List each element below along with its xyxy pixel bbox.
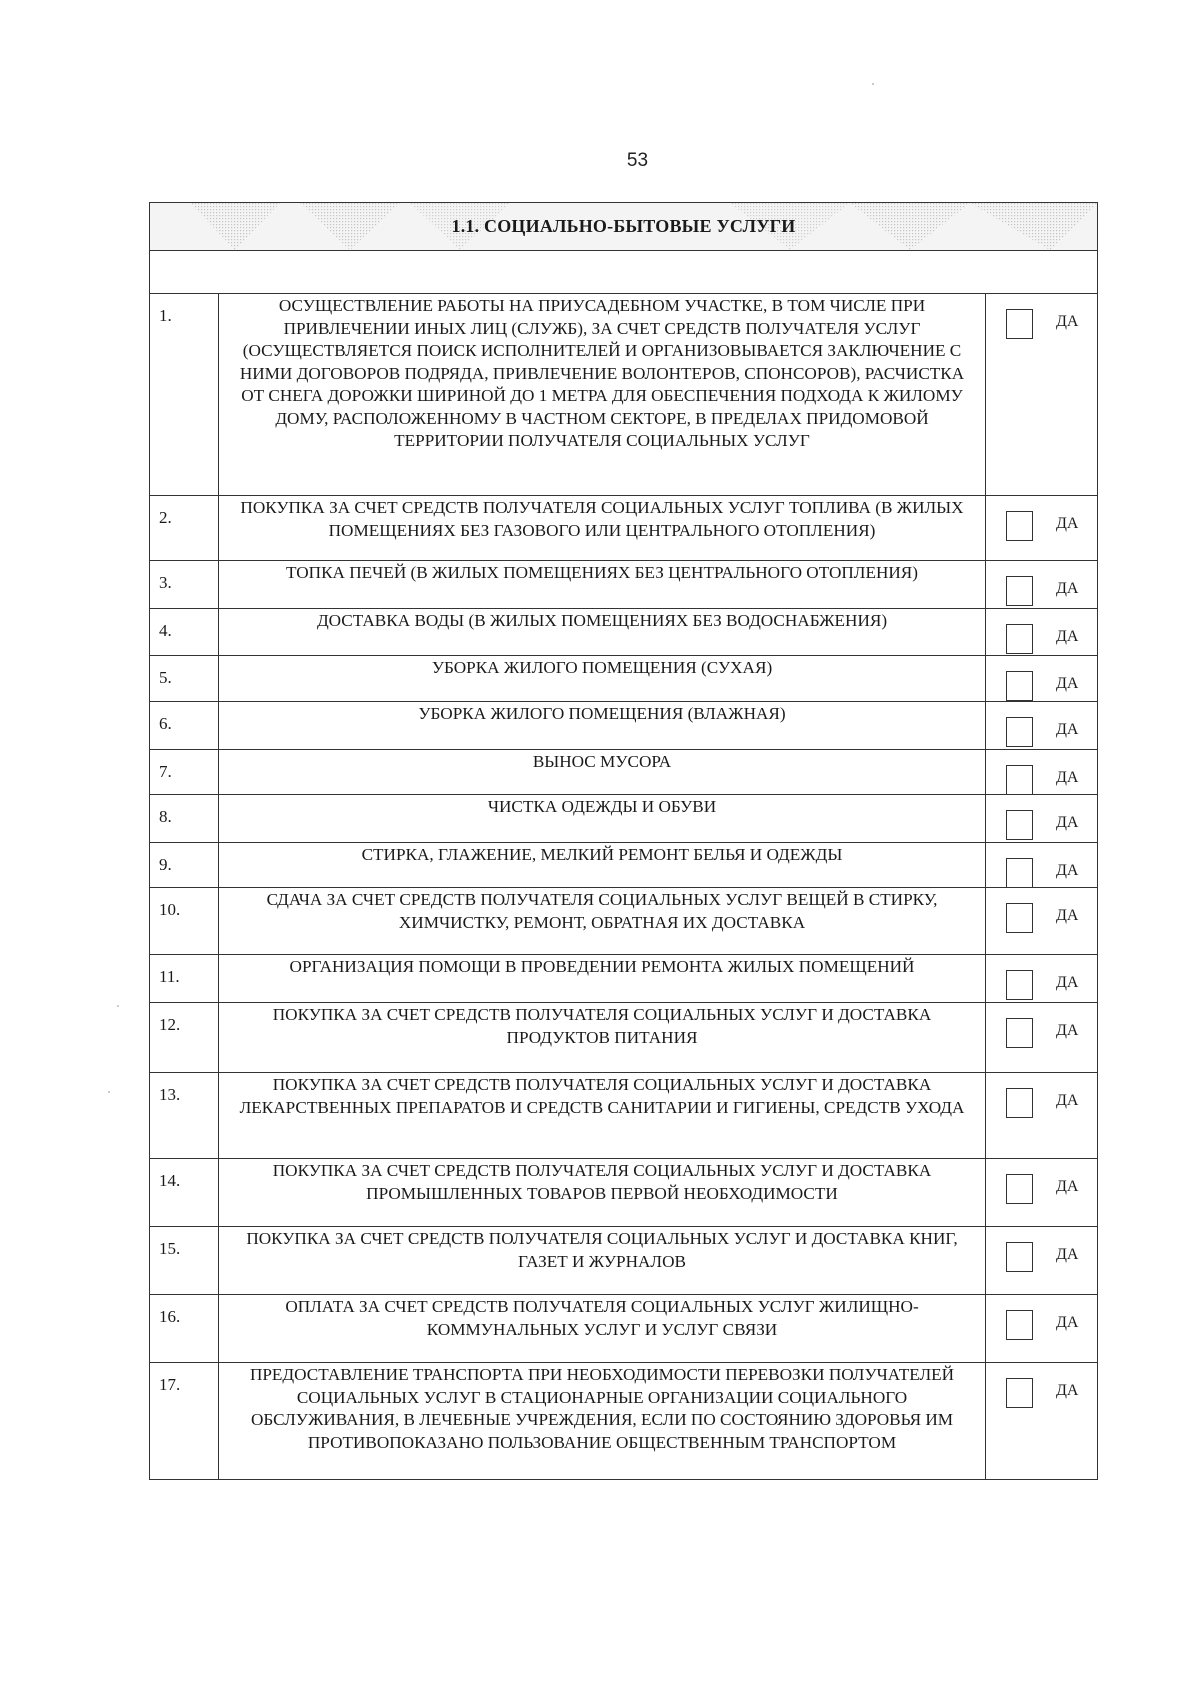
- service-description: ПОКУПКА ЗА СЧЕТ СРЕДСТВ ПОЛУЧАТЕЛЯ СОЦИАЛЬНЫХ УСЛУГ И ДОСТАВКА ПРОДУКТОВ ПИТАНИЯ: [219, 1003, 986, 1073]
- yes-label: ДА: [1056, 628, 1079, 645]
- service-number: 15.: [150, 1227, 219, 1295]
- blank-row: [150, 251, 1098, 294]
- page-number: 53: [626, 150, 649, 171]
- service-number: 16.: [150, 1295, 219, 1363]
- service-row: [150, 656, 1098, 702]
- service-row: [150, 1073, 1098, 1159]
- yes-label: ДА: [1056, 515, 1079, 532]
- yes-checkbox[interactable]: [1006, 1018, 1033, 1048]
- service-number: 12.: [150, 1003, 219, 1073]
- answer-cell: [986, 1227, 1098, 1295]
- section-title: 1.1. СОЦИАЛЬНО-БЫТОВЫЕ УСЛУГИ: [451, 216, 796, 236]
- answer-cell: [986, 656, 1098, 702]
- yes-label: ДА: [1056, 814, 1079, 831]
- service-number: 3.: [150, 561, 219, 609]
- answer-cell: [986, 795, 1098, 843]
- service-number: 2.: [150, 496, 219, 561]
- service-row: [150, 843, 1098, 888]
- service-number: 11.: [150, 955, 219, 1003]
- service-description: ВЫНОС МУСОРА: [219, 750, 986, 795]
- yes-checkbox[interactable]: [1006, 1174, 1033, 1204]
- service-number: 6.: [150, 702, 219, 750]
- answer-cell: [986, 294, 1098, 496]
- yes-label: ДА: [1056, 580, 1079, 597]
- yes-label: ДА: [1056, 1178, 1079, 1195]
- service-row: [150, 496, 1098, 561]
- yes-checkbox[interactable]: [1006, 576, 1033, 606]
- yes-checkbox[interactable]: [1006, 717, 1033, 747]
- answer-cell: [986, 1073, 1098, 1159]
- service-description: ОСУЩЕСТВЛЕНИЕ РАБОТЫ НА ПРИУСАДЕБНОМ УЧАСТКЕ, В ТОМ ЧИСЛЕ ПРИ ПРИВЛЕЧЕНИИ ИНЫХ ЛИЦ (СЛУЖБ), ЗА СЧЕТ СРЕДСТВ ПОЛУЧАТЕЛЯ УСЛУГ (ОСУЩЕСТВЛЯЕТСЯ ПОИСК ИСПОЛНИТЕЛЕЙ И ОРГАНИЗОВЫВАЕТСЯ ЗАКЛЮЧЕНИЕ С НИМИ ДОГОВОРОВ ПОДРЯДА, ПРИВЛЕЧЕНИЕ ВОЛОНТЕРОВ, СПОНСОРОВ), РАСЧИСТКА ОТ СНЕГА ДОРОЖКИ ШИРИНОЙ ДО 1 МЕТРА ДЛЯ ОБЕСПЕЧЕНИЯ ПОДХОДА К ЖИЛОМУ ДОМУ, РАСПОЛОЖЕННОМУ В ЧАСТНОМ СЕКТОРЕ, В ПРЕДЕЛАХ ПРИДОМОВОЙ ТЕРРИТОРИИ ПОЛУЧАТЕЛЯ СОЦИАЛЬНЫХ УСЛУГ: [219, 294, 986, 496]
- service-number: 13.: [150, 1073, 219, 1159]
- service-number: 9.: [150, 843, 219, 888]
- scan-speck: [872, 83, 874, 85]
- yes-checkbox[interactable]: [1006, 858, 1033, 888]
- service-number: 1.: [150, 294, 219, 496]
- service-number: 8.: [150, 795, 219, 843]
- service-description: СТИРКА, ГЛАЖЕНИЕ, МЕЛКИЙ РЕМОНТ БЕЛЬЯ И ОДЕЖДЫ: [219, 843, 986, 888]
- yes-label: ДА: [1056, 1314, 1079, 1331]
- answer-cell: [986, 496, 1098, 561]
- service-number: 10.: [150, 888, 219, 955]
- service-row: [150, 795, 1098, 843]
- answer-cell: [986, 750, 1098, 795]
- yes-checkbox[interactable]: [1006, 511, 1033, 541]
- service-number: 4.: [150, 609, 219, 656]
- service-row: [150, 1159, 1098, 1227]
- yes-checkbox[interactable]: [1006, 903, 1033, 933]
- service-description: ПРЕДОСТАВЛЕНИЕ ТРАНСПОРТА ПРИ НЕОБХОДИМОСТИ ПЕРЕВОЗКИ ПОЛУЧАТЕЛЕЙ СОЦИАЛЬНЫХ УСЛУГ В СТАЦИОНАРНЫЕ ОРГАНИЗАЦИИ СОЦИАЛЬНОГО ОБСЛУЖИВАНИЯ, В ЛЕЧЕБНЫЕ УЧРЕЖДЕНИЯ, ЕСЛИ ПО СОСТОЯНИЮ ЗДОРОВЬЯ ИМ ПРОТИВОПОКАЗАНО ПОЛЬЗОВАНИЕ ОБЩЕСТВЕННЫМ ТРАНСПОРТОМ: [219, 1363, 986, 1480]
- yes-label: ДА: [1056, 721, 1079, 738]
- yes-checkbox[interactable]: [1006, 309, 1033, 339]
- service-row: [150, 702, 1098, 750]
- yes-checkbox[interactable]: [1006, 624, 1033, 654]
- service-description: ПОКУПКА ЗА СЧЕТ СРЕДСТВ ПОЛУЧАТЕЛЯ СОЦИАЛЬНЫХ УСЛУГ ТОПЛИВА (В ЖИЛЫХ ПОМЕЩЕНИЯХ БЕЗ ГАЗОВОГО ИЛИ ЦЕНТРАЛЬНОГО ОТОПЛЕНИЯ): [219, 496, 986, 561]
- yes-label: ДА: [1056, 1022, 1079, 1039]
- answer-cell: [986, 561, 1098, 609]
- answer-cell: [986, 888, 1098, 955]
- service-row: [150, 561, 1098, 609]
- yes-label: ДА: [1056, 1246, 1079, 1263]
- yes-label: ДА: [1056, 1092, 1079, 1109]
- yes-checkbox[interactable]: [1006, 810, 1033, 840]
- service-row: [150, 955, 1098, 1003]
- scan-speck: [108, 1091, 110, 1093]
- yes-checkbox[interactable]: [1006, 671, 1033, 701]
- yes-checkbox[interactable]: [1006, 1242, 1033, 1272]
- yes-label: ДА: [1056, 907, 1079, 924]
- service-description: СДАЧА ЗА СЧЕТ СРЕДСТВ ПОЛУЧАТЕЛЯ СОЦИАЛЬНЫХ УСЛУГ ВЕЩЕЙ В СТИРКУ, ХИМЧИСТКУ, РЕМОНТ, ОБРАТНАЯ ИХ ДОСТАВКА: [219, 888, 986, 955]
- service-description: ТОПКА ПЕЧЕЙ (В ЖИЛЫХ ПОМЕЩЕНИЯХ БЕЗ ЦЕНТРАЛЬНОГО ОТОПЛЕНИЯ): [219, 561, 986, 609]
- service-description: ОРГАНИЗАЦИЯ ПОМОЩИ В ПРОВЕДЕНИИ РЕМОНТА ЖИЛЫХ ПОМЕЩЕНИЙ: [219, 955, 986, 1003]
- service-description: ПОКУПКА ЗА СЧЕТ СРЕДСТВ ПОЛУЧАТЕЛЯ СОЦИАЛЬНЫХ УСЛУГ И ДОСТАВКА ПРОМЫШЛЕННЫХ ТОВАРОВ ПЕРВОЙ НЕОБХОДИМОСТИ: [219, 1159, 986, 1227]
- service-number: 5.: [150, 656, 219, 702]
- yes-checkbox[interactable]: [1006, 1088, 1033, 1118]
- answer-cell: [986, 843, 1098, 888]
- service-description: ДОСТАВКА ВОДЫ (В ЖИЛЫХ ПОМЕЩЕНИЯХ БЕЗ ВОДОСНАБЖЕНИЯ): [219, 609, 986, 656]
- scan-speck: [117, 1005, 119, 1007]
- answer-cell: [986, 1295, 1098, 1363]
- service-row: [150, 888, 1098, 955]
- yes-label: ДА: [1056, 675, 1079, 692]
- service-description: УБОРКА ЖИЛОГО ПОМЕЩЕНИЯ (ВЛАЖНАЯ): [219, 702, 986, 750]
- yes-label: ДА: [1056, 974, 1079, 991]
- yes-label: ДА: [1056, 862, 1079, 879]
- answer-cell: [986, 955, 1098, 1003]
- service-description: ОПЛАТА ЗА СЧЕТ СРЕДСТВ ПОЛУЧАТЕЛЯ СОЦИАЛЬНЫХ УСЛУГ ЖИЛИЩНО-КОММУНАЛЬНЫХ УСЛУГ И УСЛУГ СВЯЗИ: [219, 1295, 986, 1363]
- yes-checkbox[interactable]: [1006, 1310, 1033, 1340]
- service-description: ПОКУПКА ЗА СЧЕТ СРЕДСТВ ПОЛУЧАТЕЛЯ СОЦИАЛЬНЫХ УСЛУГ И ДОСТАВКА КНИГ, ГАЗЕТ И ЖУРНАЛОВ: [219, 1227, 986, 1295]
- service-row: [150, 1295, 1098, 1363]
- yes-label: ДА: [1056, 313, 1079, 330]
- section-title-cell: [150, 203, 1098, 251]
- service-number: 7.: [150, 750, 219, 795]
- service-description: ЧИСТКА ОДЕЖДЫ И ОБУВИ: [219, 795, 986, 843]
- service-number: 14.: [150, 1159, 219, 1227]
- service-description: УБОРКА ЖИЛОГО ПОМЕЩЕНИЯ (СУХАЯ): [219, 656, 986, 702]
- answer-cell: [986, 1159, 1098, 1227]
- services-table: [149, 202, 1098, 1480]
- answer-cell: [986, 1003, 1098, 1073]
- service-row: [150, 1363, 1098, 1480]
- answer-cell: [986, 1363, 1098, 1480]
- yes-checkbox[interactable]: [1006, 1378, 1033, 1408]
- answer-cell: [986, 609, 1098, 656]
- yes-label: ДА: [1056, 769, 1079, 786]
- service-row: [150, 1003, 1098, 1073]
- yes-label: ДА: [1056, 1382, 1079, 1399]
- yes-checkbox[interactable]: [1006, 765, 1033, 795]
- section-header-row: [150, 203, 1098, 251]
- service-number: 17.: [150, 1363, 219, 1480]
- blank-cell: [150, 251, 1098, 294]
- answer-cell: [986, 702, 1098, 750]
- service-row: [150, 609, 1098, 656]
- service-row: [150, 1227, 1098, 1295]
- service-row: [150, 294, 1098, 496]
- service-description: ПОКУПКА ЗА СЧЕТ СРЕДСТВ ПОЛУЧАТЕЛЯ СОЦИАЛЬНЫХ УСЛУГ И ДОСТАВКА ЛЕКАРСТВЕННЫХ ПРЕПАРАТОВ И СРЕДСТВ САНИТАРИИ И ГИГИЕНЫ, СРЕДСТВ УХОДА: [219, 1073, 986, 1159]
- service-row: [150, 750, 1098, 795]
- yes-checkbox[interactable]: [1006, 970, 1033, 1000]
